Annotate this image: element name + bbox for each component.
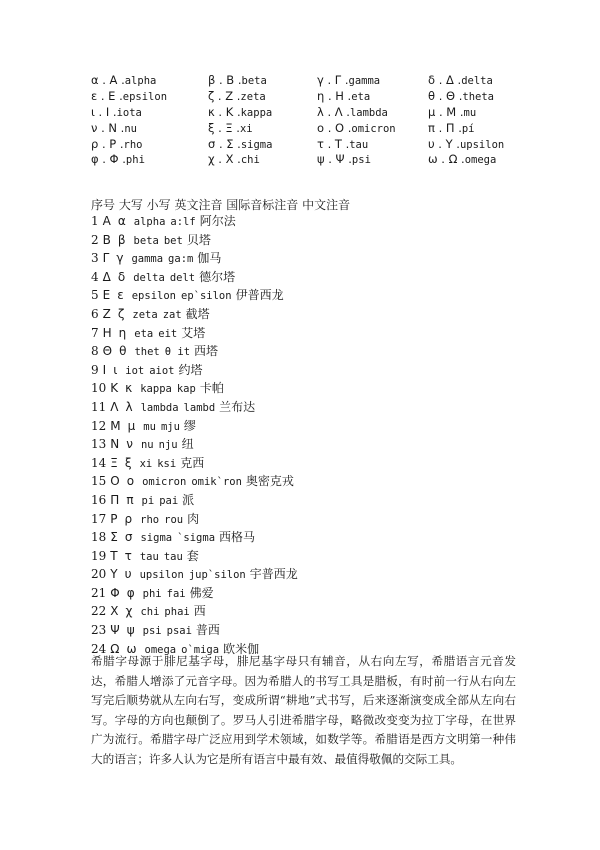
ipa-pronunciation: `sigma: [177, 532, 216, 545]
ipa-pronunciation: nju: [158, 439, 178, 452]
chinese-pronunciation: 贝塔: [186, 232, 211, 247]
ipa-pronunciation: lambd: [183, 401, 216, 414]
chinese-pronunciation: 截塔: [185, 306, 210, 321]
grid-cell: [317, 121, 428, 137]
grid-cell: [91, 137, 208, 153]
chinese-pronunciation: 克西: [180, 455, 205, 470]
row-number: 12: [91, 418, 107, 433]
lowercase-letter: χ: [125, 604, 133, 619]
grid-cell: [91, 121, 208, 137]
table-row: [91, 435, 551, 454]
table-row: [91, 286, 551, 305]
uppercase-letter: Π: [110, 492, 120, 507]
ipa-pronunciation: ksi: [157, 457, 177, 470]
english-name: lambda: [140, 401, 179, 414]
grid-cell: [208, 105, 317, 121]
ipa-pronunciation: rou: [164, 513, 184, 526]
ipa-pronunciation: bet: [163, 234, 183, 247]
ipa-pronunciation: tau: [163, 550, 183, 563]
table-row: [91, 602, 551, 621]
lowercase-letter: β: [117, 232, 126, 247]
chinese-pronunciation: 西格马: [219, 530, 256, 545]
chinese-pronunciation: 缪: [183, 418, 196, 433]
chinese-pronunciation: 奥密克戎: [245, 474, 294, 489]
lowercase-letter: μ: [127, 418, 136, 433]
letter-symbols: δ . Δ .: [428, 73, 462, 87]
chinese-pronunciation: 肉: [187, 511, 200, 526]
english-name: eta: [134, 327, 154, 340]
english-name: chi: [140, 606, 160, 619]
letter-symbols: ψ . Ψ .: [317, 152, 352, 167]
chinese-pronunciation: 伽马: [197, 251, 222, 266]
english-name: omega: [144, 643, 177, 656]
history-paragraph: 希腊字母源于腓尼基字母，腓尼基字母只有辅音，从右向左写，希腊语言元音发达，希腊人增添了元音字母。因为希腊人的书写工具是腊板，有时前一行从右向左写完后顺势就从左向右写，变成所谓“耕地”式书写，后来逐渐演变成全部从左向右写。字母的方向也颠倒了。罗马人引进希腊字母，略微改变变为拉丁字母，在世界广为流行。希腊字母广泛应用到学术领域，如数学等。希腊语是西方文明第一种伟大的语言；许多人认为它是所有语言中最有效、最值得敬佩的交际工具。: [91, 654, 516, 766]
grid-cell: [91, 152, 208, 168]
row-number: 20: [91, 567, 107, 582]
table-header: 序号 大写 小写 英文注音 国际音标注音 中文注音: [91, 198, 351, 212]
row-number: 17: [91, 511, 107, 526]
letter-symbols: υ . Υ .: [428, 136, 460, 151]
english-name: beta: [133, 234, 159, 247]
grid-cell: [317, 105, 428, 121]
uppercase-letter: Θ: [102, 344, 113, 359]
row-number: 8: [91, 344, 99, 359]
ipa-pronunciation: fai: [166, 587, 186, 600]
english-name: sigma: [140, 532, 173, 545]
lowercase-letter: κ: [125, 381, 133, 396]
chinese-pronunciation: 德尔塔: [199, 269, 236, 284]
lowercase-letter: λ: [125, 399, 133, 414]
table-row: [91, 510, 551, 529]
row-number: 18: [91, 530, 107, 545]
english-name: iot: [125, 364, 145, 377]
english-name: kappa: [140, 383, 172, 396]
chinese-pronunciation: 阿尔法: [199, 214, 236, 228]
lowercase-letter: ο: [126, 474, 135, 489]
table-row: [91, 454, 551, 473]
chinese-pronunciation: 卡帕: [199, 381, 224, 396]
chinese-pronunciation: 兰布达: [219, 399, 256, 414]
ipa-pronunciation: θ it: [164, 346, 191, 359]
letter-symbols: η . Η .: [317, 88, 352, 103]
ipa-pronunciation: omik`ron: [191, 476, 242, 489]
lowercase-letter: α: [117, 214, 126, 228]
ipa-pronunciation: phai: [164, 606, 190, 619]
row-number: 9: [91, 362, 99, 377]
table-row: [91, 528, 551, 547]
letter-name: delta: [461, 75, 493, 87]
uppercase-letter: Ψ: [110, 623, 120, 638]
grid-cell: [91, 89, 208, 105]
english-name: psi: [142, 625, 162, 638]
grid-cell: [91, 105, 208, 121]
chinese-pronunciation: 纽: [181, 437, 194, 452]
uppercase-letter: Ρ: [110, 511, 118, 526]
english-name: xi: [139, 457, 153, 470]
chinese-pronunciation: 套: [186, 548, 199, 563]
grid-cell: [428, 73, 531, 89]
uppercase-letter: Ζ: [102, 306, 111, 321]
uppercase-letter: Ω: [110, 641, 120, 656]
table-row: [91, 398, 551, 417]
grid-cell: [317, 89, 428, 105]
row-number: 1: [91, 214, 99, 228]
letter-symbols: ε . Ε .: [91, 88, 123, 103]
lowercase-letter: ω: [126, 641, 137, 656]
ipa-pronunciation: eit: [158, 327, 178, 340]
row-number: 19: [91, 548, 107, 563]
row-number: 6: [91, 306, 99, 321]
row-number: 14: [91, 455, 107, 470]
letter-name: psi: [351, 154, 371, 167]
letter-name: tau: [349, 138, 369, 151]
letter-name: sigma: [240, 138, 273, 151]
row-number: 15: [91, 474, 107, 489]
ipa-pronunciation: kap: [176, 383, 196, 396]
letter-name: zeta: [240, 90, 266, 103]
row-number: 7: [91, 325, 99, 340]
chinese-pronunciation: 艾塔: [181, 325, 206, 340]
letter-name: theta: [462, 90, 494, 103]
ipa-pronunciation: mju: [160, 420, 180, 433]
grid-cell: [428, 152, 531, 168]
chinese-pronunciation: 普西: [195, 623, 220, 638]
letter-symbols: γ . Γ .: [317, 73, 349, 87]
letter-symbols: π . Π .: [428, 120, 462, 135]
row-number: 3: [91, 251, 99, 266]
letter-symbols: χ . Χ .: [208, 152, 241, 167]
letter-symbols: λ . Λ .: [317, 104, 350, 119]
letter-name: lambda: [349, 106, 388, 119]
letter-name: rho: [123, 138, 143, 151]
table-row: [91, 379, 551, 398]
lowercase-letter: θ: [119, 344, 127, 359]
uppercase-letter: Κ: [110, 381, 119, 396]
chinese-pronunciation: 约塔: [178, 362, 203, 377]
letter-symbols: ω . Ω .: [428, 152, 465, 167]
english-name: zeta: [132, 308, 158, 321]
ipa-pronunciation: pai: [159, 494, 179, 507]
letter-symbols: κ . Κ .: [208, 104, 241, 119]
lowercase-letter: δ: [117, 269, 126, 284]
table-row: [91, 417, 551, 436]
letter-symbols: ξ . Ξ .: [208, 120, 240, 135]
letter-symbols: θ . Θ .: [428, 88, 463, 103]
greek-letter-table: [91, 212, 551, 658]
uppercase-letter: Γ: [102, 251, 110, 266]
english-name: mu: [143, 420, 156, 433]
uppercase-letter: Η: [102, 325, 112, 340]
ipa-pronunciation: zat: [162, 308, 182, 321]
table-row: [91, 324, 551, 343]
english-name: omicron: [142, 476, 187, 489]
letter-symbols: ρ . Ρ .: [91, 136, 124, 151]
letter-name: omicron: [351, 122, 396, 135]
ipa-pronunciation: aiot: [149, 364, 175, 377]
grid-cell: [208, 89, 317, 105]
letter-name: eta: [351, 90, 371, 103]
letter-symbols: τ . Τ .: [317, 136, 350, 151]
letter-name: iota: [116, 106, 142, 119]
english-name: alpha: [133, 216, 166, 228]
english-name: thet: [134, 346, 160, 359]
uppercase-letter: Ν: [110, 437, 120, 452]
letter-name: beta: [241, 75, 267, 87]
grid-cell: [208, 121, 317, 137]
row-number: 10: [91, 381, 107, 396]
chinese-pronunciation: 欧米伽: [223, 641, 260, 656]
grid-cell: [428, 137, 531, 153]
lowercase-letter: ν: [126, 437, 133, 452]
lowercase-letter: π: [126, 492, 134, 507]
uppercase-letter: Σ: [110, 530, 118, 545]
table-row: [91, 249, 551, 268]
grid-cell: [91, 73, 208, 89]
lowercase-letter: ε: [117, 288, 124, 303]
row-number: 16: [91, 492, 107, 507]
table-row: [91, 361, 551, 380]
ipa-pronunciation: o`miga: [181, 643, 220, 656]
grid-cell: [317, 137, 428, 153]
letter-name: xi: [239, 122, 253, 135]
uppercase-letter: Υ: [110, 567, 118, 582]
letter-name: phi: [125, 154, 145, 167]
grid-cell: [428, 105, 531, 121]
grid-cell: [208, 137, 317, 153]
lowercase-letter: τ: [124, 548, 132, 563]
letter-symbols: σ . Σ .: [208, 136, 241, 151]
uppercase-letter: Ξ: [110, 455, 118, 470]
table-row: [91, 491, 551, 510]
lowercase-letter: ρ: [124, 511, 133, 526]
letter-name: gamma: [348, 75, 381, 87]
table-row: [91, 231, 551, 250]
letter-name: chi: [240, 154, 260, 167]
letter-symbols: ο . Ο .: [317, 120, 352, 135]
row-number: 21: [91, 585, 107, 600]
uppercase-letter: Α: [102, 214, 111, 228]
table-row: [91, 621, 551, 640]
letter-name: mu: [463, 106, 477, 119]
letter-name: alpha: [124, 75, 157, 87]
letter-symbols: φ . Φ .: [91, 152, 126, 167]
lowercase-letter: ψ: [126, 623, 135, 638]
ipa-pronunciation: ga:m: [168, 253, 194, 266]
table-row: [91, 305, 551, 324]
grid-cell: [428, 89, 531, 105]
uppercase-letter: Χ: [110, 604, 119, 619]
chinese-pronunciation: 宇普西龙: [249, 567, 298, 582]
table-row: [91, 584, 551, 603]
table-row: [91, 472, 551, 491]
row-number: 11: [91, 399, 107, 414]
ipa-pronunciation: a:lf: [170, 216, 196, 228]
english-name: nu: [140, 439, 154, 452]
greek-alphabet-grid: [91, 73, 531, 168]
english-name: rho: [140, 513, 160, 526]
table-row: [91, 565, 551, 584]
letter-symbols: β . Β .: [208, 73, 242, 87]
uppercase-letter: Ι: [102, 362, 107, 377]
ipa-pronunciation: psai: [166, 625, 192, 638]
row-number: 5: [91, 288, 99, 303]
grid-cell: [317, 73, 428, 89]
grid-cell: [428, 121, 531, 137]
row-number: 24: [91, 641, 107, 656]
ipa-pronunciation: ep`silon: [181, 290, 232, 303]
uppercase-letter: Δ: [102, 269, 111, 284]
letter-symbols: ι . Ι .: [91, 104, 117, 119]
letter-name: kappa: [240, 106, 273, 119]
uppercase-letter: Τ: [110, 548, 118, 563]
uppercase-letter: Φ: [110, 585, 120, 600]
lowercase-letter: υ: [124, 567, 132, 582]
lowercase-letter: φ: [126, 585, 135, 600]
row-number: 13: [91, 437, 107, 452]
table-row: [91, 212, 551, 231]
grid-cell: [208, 152, 317, 168]
english-name: pi: [141, 494, 155, 507]
lowercase-letter: σ: [124, 530, 133, 545]
letter-symbols: μ . Μ .: [428, 104, 464, 119]
grid-cell: [317, 152, 428, 168]
english-name: epsilon: [131, 290, 176, 303]
chinese-pronunciation: 佛爱: [189, 585, 214, 600]
row-number: 23: [91, 623, 107, 638]
uppercase-letter: Μ: [110, 418, 121, 433]
uppercase-letter: Β: [102, 232, 111, 247]
ipa-pronunciation: jup`silon: [188, 569, 246, 582]
uppercase-letter: Ε: [102, 288, 111, 303]
english-name: phi: [142, 587, 162, 600]
ipa-pronunciation: delt: [169, 271, 196, 284]
uppercase-letter: Ο: [110, 474, 120, 489]
letter-symbols: ζ . Ζ .: [208, 88, 241, 103]
letter-name: upsilon: [459, 138, 505, 151]
chinese-pronunciation: 西: [193, 604, 206, 619]
chinese-pronunciation: 派: [182, 492, 195, 507]
english-name: upsilon: [139, 569, 184, 582]
chinese-pronunciation: 西塔: [194, 344, 219, 359]
letter-symbols: ν . Ν .: [91, 120, 125, 135]
uppercase-letter: Λ: [110, 399, 119, 414]
lowercase-letter: ι: [113, 362, 118, 377]
letter-name: nu: [124, 122, 137, 135]
lowercase-letter: ξ: [124, 455, 132, 470]
table-row: [91, 547, 551, 566]
letter-symbols: α . Α .: [91, 73, 125, 87]
table-row: [91, 342, 551, 361]
grid-cell: [208, 73, 317, 89]
letter-name: epsilon: [122, 90, 168, 103]
english-name: gamma: [131, 253, 164, 266]
lowercase-letter: γ: [116, 251, 124, 266]
letter-name: omega: [464, 154, 497, 167]
table-row: [91, 268, 551, 287]
english-name: tau: [139, 550, 159, 563]
row-number: 2: [91, 232, 99, 247]
lowercase-letter: η: [118, 325, 127, 340]
row-number: 22: [91, 604, 107, 619]
row-number: 4: [91, 269, 99, 284]
letter-name: pí: [461, 122, 475, 135]
english-name: delta: [133, 271, 165, 284]
chinese-pronunciation: 伊普西龙: [235, 288, 284, 303]
lowercase-letter: ζ: [117, 306, 125, 321]
